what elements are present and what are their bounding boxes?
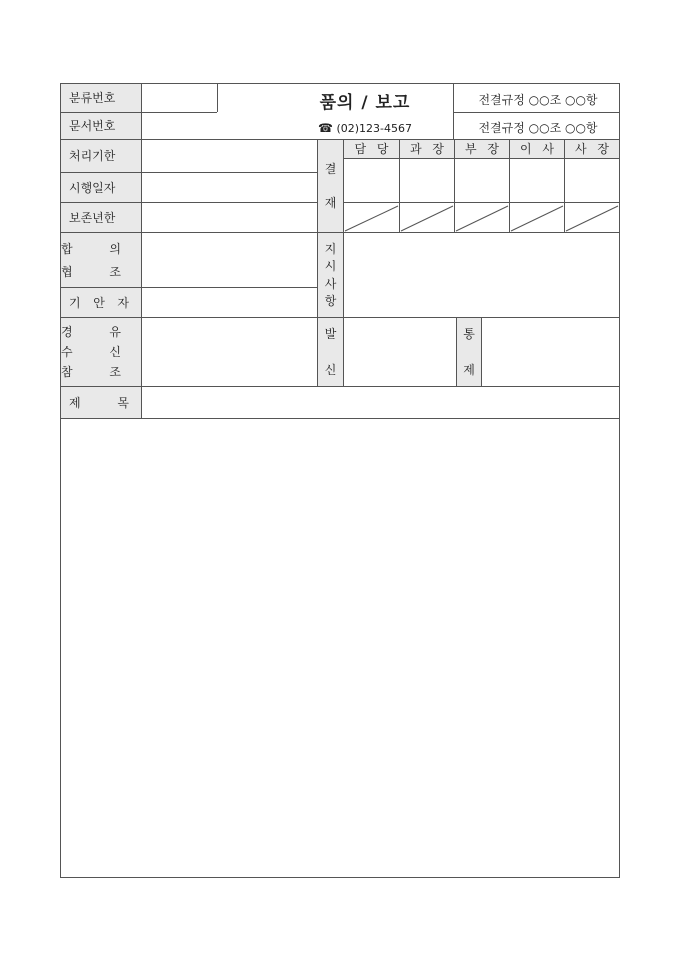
position-header-dept-head: 부 장 [455, 140, 509, 158]
routing-label-cc: 참 조 [61, 365, 121, 379]
control-field[interactable] [482, 318, 619, 386]
instruction-field[interactable] [344, 233, 619, 317]
approval-form [60, 83, 620, 878]
subject-label: 제 목 [61, 387, 141, 418]
drafter-field[interactable] [142, 288, 317, 317]
signature-box-dept-head[interactable] [455, 159, 509, 202]
phone-line [277, 121, 453, 135]
dispatch-field[interactable] [344, 318, 456, 386]
subject-field[interactable] [142, 387, 619, 418]
delegation-rule-2: 전결규정 ○○조 ○○항 [478, 121, 598, 135]
retention-field[interactable] [142, 203, 317, 232]
position-header-section-chief: 과 장 [400, 140, 454, 158]
retention-label: 보존년한 [61, 203, 141, 232]
classification-no-label: 분류번호 [61, 84, 141, 112]
dispatch-label: 발 신 [318, 318, 343, 386]
delegation-rule-1: 전결규정 ○○조 ○○항 [478, 93, 598, 107]
date-slash-row [343, 202, 620, 233]
routing-label [61, 318, 141, 386]
form-title: 품의 / 보고 [319, 93, 411, 113]
position-header-president: 사 장 [565, 140, 619, 158]
phone-icon: ☎ [318, 121, 333, 135]
drafter-label: 기 안 자 [61, 288, 141, 317]
instruction-label: 지 시 사 항 [318, 233, 343, 317]
agreement-label-line-1: 합 의 [61, 241, 121, 256]
routing-label-via: 경 유 [61, 325, 121, 339]
classification-no-field[interactable] [142, 84, 217, 112]
phone-number: (02)123-4567 [336, 122, 412, 135]
agreement-label-line-2: 협 조 [61, 264, 121, 279]
signature-box-section-chief[interactable] [400, 159, 454, 202]
signature-box-president[interactable] [565, 159, 619, 202]
control-label: 통 제 [457, 318, 481, 386]
approval-label: 결 재 [318, 140, 343, 232]
position-header-staff: 담 당 [344, 140, 399, 158]
deadline-field[interactable] [142, 140, 317, 172]
agreement-label [61, 233, 141, 287]
effective-date-field[interactable] [142, 173, 317, 202]
agreement-field[interactable] [142, 233, 317, 287]
routing-label-recipient: 수 신 [61, 345, 121, 359]
document-no-label: 문서번호 [61, 113, 141, 139]
deadline-label: 처리기한 [61, 140, 141, 172]
effective-date-label: 시행일자 [61, 173, 141, 202]
body-content-area[interactable] [61, 419, 619, 877]
position-header-director: 이 사 [510, 140, 564, 158]
signature-box-staff[interactable] [344, 159, 399, 202]
signature-box-director[interactable] [510, 159, 564, 202]
routing-field[interactable] [142, 318, 317, 386]
